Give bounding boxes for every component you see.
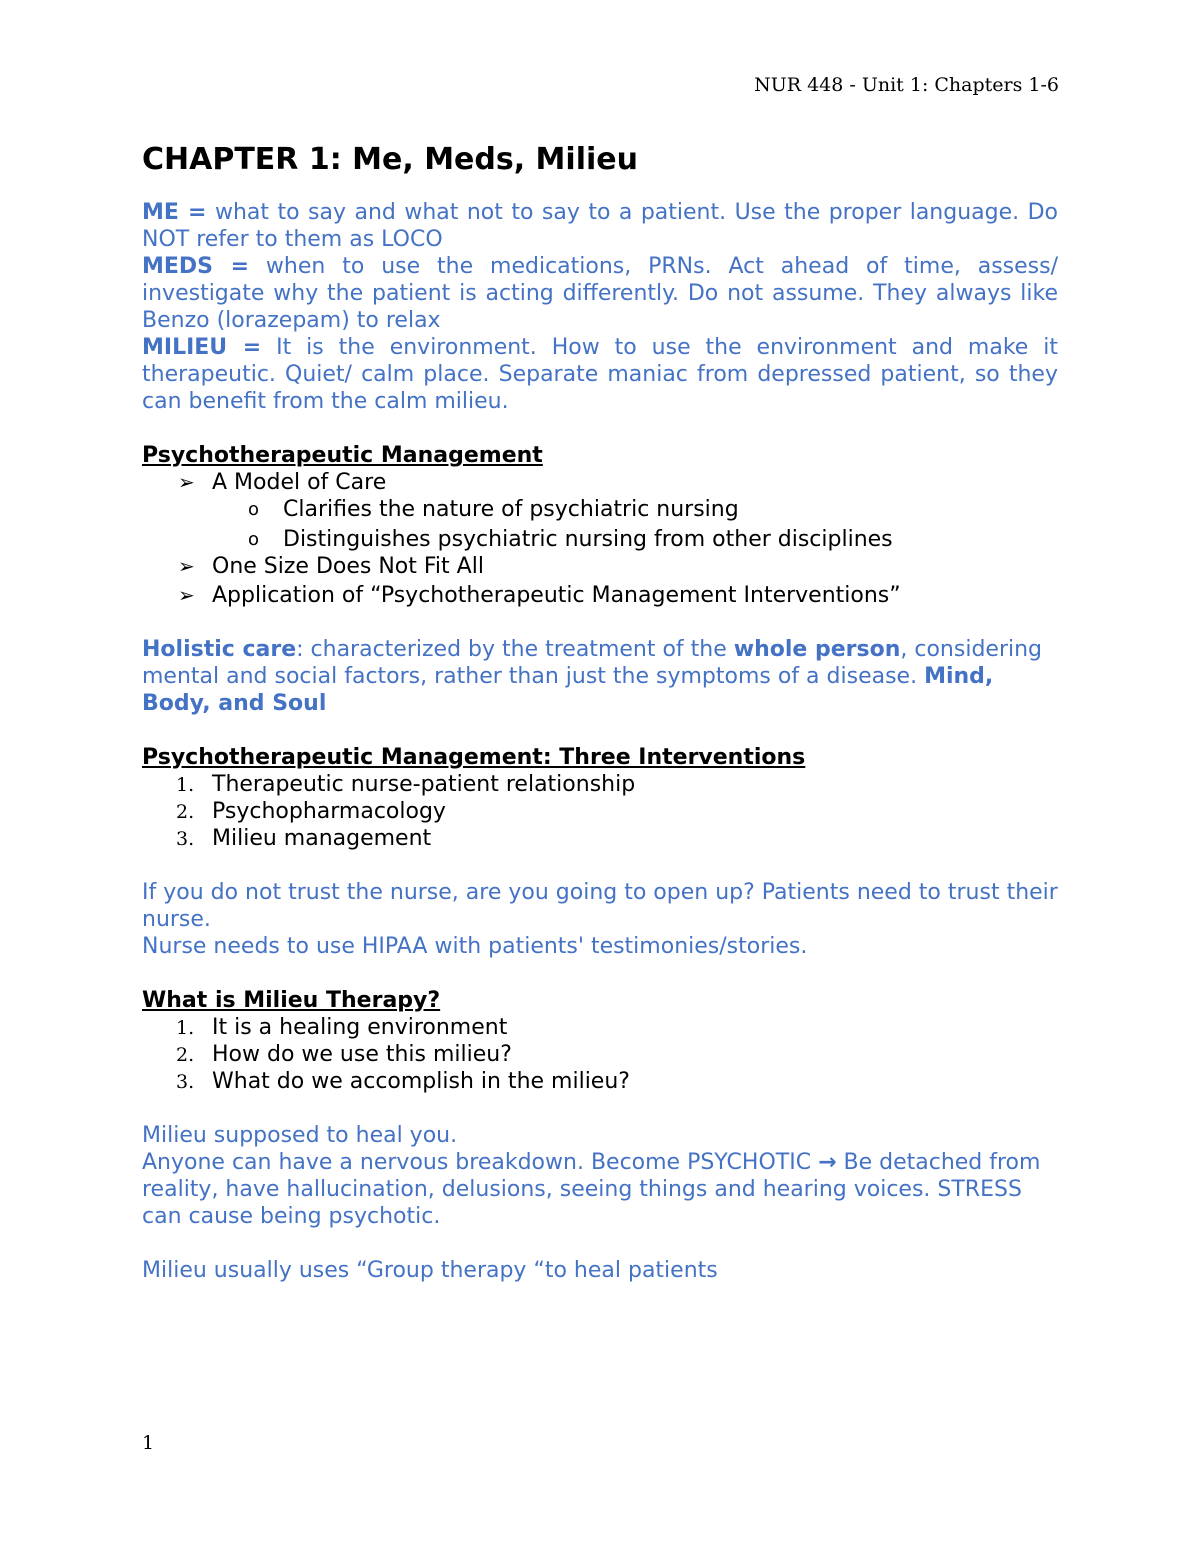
- arrow-bullet-icon: ➢: [178, 554, 195, 578]
- bullet-list: [142, 553, 1058, 609]
- list-item-text: Application of “Psychotherapeutic Management Interventions”: [212, 583, 901, 608]
- holistic-term: Holistic care: [142, 637, 297, 662]
- list-item: [142, 825, 1058, 852]
- list-item: [142, 469, 1058, 496]
- definitions-block: [142, 199, 1058, 415]
- list-item: [142, 553, 1058, 580]
- definition-milieu: [142, 334, 1058, 415]
- list-number: 1.: [176, 774, 195, 796]
- list-item-text: One Size Does Not Fit All: [212, 554, 484, 579]
- emphasis-text: whole person: [733, 637, 901, 662]
- definition-term: MEDS =: [142, 254, 250, 279]
- list-item: [142, 526, 1058, 553]
- list-number: 2.: [176, 801, 195, 823]
- list-item-text: It is a healing environment: [212, 1015, 508, 1040]
- definition-text: what to say and what not to say to a patient. Use the proper language. Do NOT refer to them as LOCO: [142, 200, 1059, 252]
- arrow-bullet-icon: ➢: [178, 583, 195, 607]
- numbered-list: [142, 1014, 1058, 1095]
- list-item-text: Therapeutic nurse-patient relationship: [212, 772, 636, 797]
- document-body: [142, 140, 1058, 1284]
- section-title-three-interventions: Psychotherapeutic Management: Three Interventions: [142, 745, 806, 770]
- paragraph-text: If you do not trust the nurse, are you going to open up? Patients need to trust their nurse.: [142, 880, 1058, 932]
- list-item-text: Clarifies the nature of psychiatric nursing: [283, 497, 739, 522]
- list-number: 3.: [176, 828, 195, 850]
- definition-me: [142, 199, 1058, 253]
- list-item: [142, 1068, 1058, 1095]
- definition-text: when to use the medications, PRNs. Act ahead of time, assess/ investigate why the patient is acting differently. Do not assume. They always like Benzo (lorazepam) to relax: [142, 254, 1059, 333]
- list-item-text: Distinguishes psychiatric nursing from other disciplines: [283, 527, 893, 552]
- definition-text: It is the environment. How to use the environment and make it therapeutic. Quiet/ calm place. Separate maniac from depressed patient, so they can benefit from the calm milieu.: [142, 335, 1058, 414]
- list-item: [142, 798, 1058, 825]
- list-item: [142, 1014, 1058, 1041]
- list-item-text: Milieu management: [212, 826, 432, 851]
- section-title-milieu-therapy: What is Milieu Therapy?: [142, 988, 441, 1013]
- section-title-psychotherapeutic-management: Psychotherapeutic Management: [142, 443, 543, 468]
- definition-meds: [142, 253, 1058, 334]
- paragraph-text: Nurse needs to use HIPAA with patients' testimonies/stories.: [142, 934, 808, 959]
- paragraph-text: Milieu usually uses “Group therapy “to heal patients: [142, 1258, 718, 1283]
- paragraph-text: , considering mental and social factors, rather than just the symptoms of a disease.: [142, 637, 1043, 689]
- list-item: [142, 1041, 1058, 1068]
- emphasis-text: Mind, Body, and Soul: [142, 664, 994, 716]
- trust-note: [142, 879, 1058, 960]
- list-number: 2.: [176, 1044, 195, 1066]
- arrow-right-icon: →: [818, 1150, 837, 1175]
- psychotic-paragraph: [142, 1149, 1058, 1230]
- paragraph-text: Be detached from reality, have hallucination, delusions, seeing things and hearing voices. STRESS can cause being psychotic.: [142, 1150, 1041, 1229]
- paragraph-text: Milieu supposed to heal you.: [142, 1123, 458, 1148]
- holistic-care-paragraph: [142, 636, 1058, 717]
- running-header: NUR 448 - Unit 1: Chapters 1-6: [754, 74, 1059, 96]
- circle-bullet-icon: o: [248, 499, 260, 520]
- paragraph-text: Anyone can have a nervous breakdown. Become PSYCHOTIC: [142, 1150, 819, 1175]
- list-item: [142, 496, 1058, 523]
- arrow-bullet-icon: ➢: [178, 470, 195, 494]
- list-number: 1.: [176, 1017, 195, 1039]
- list-item-text: Psychopharmacology: [212, 799, 446, 824]
- definition-term: ME =: [142, 200, 207, 225]
- definition-term: MILIEU =: [142, 335, 262, 360]
- list-item-text: What do we accomplish in the milieu?: [212, 1069, 630, 1094]
- circle-bullet-icon: o: [248, 529, 260, 550]
- sub-bullet-list: [142, 496, 1058, 553]
- list-item-text: How do we use this milieu?: [212, 1042, 512, 1067]
- list-item: [142, 771, 1058, 798]
- page-number: 1: [142, 1432, 155, 1454]
- numbered-list: [142, 771, 1058, 852]
- list-item-text: A Model of Care: [212, 470, 387, 495]
- paragraph-text: : characterized by the treatment of the: [296, 637, 734, 662]
- list-number: 3.: [176, 1071, 195, 1093]
- list-item: [142, 582, 1058, 609]
- milieu-note: [142, 1122, 1058, 1284]
- chapter-title: CHAPTER 1: Me, Meds, Milieu: [142, 142, 638, 177]
- bullet-list: [142, 469, 1058, 496]
